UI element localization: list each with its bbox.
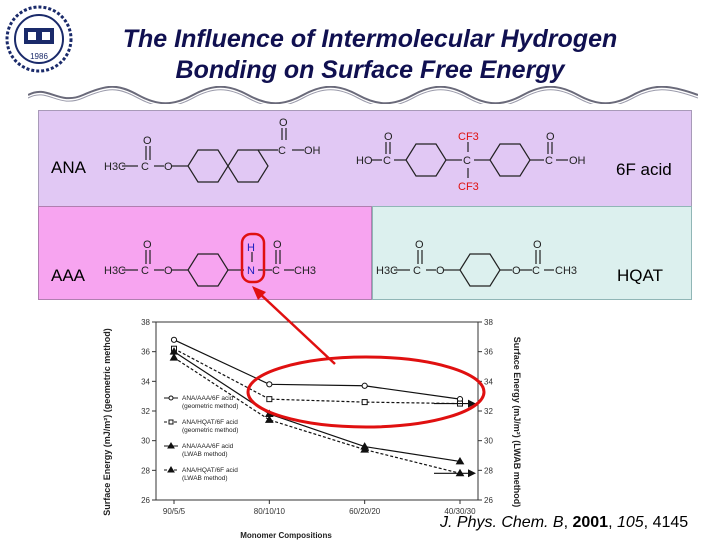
citation-journal: J. Phys. Chem. B (440, 514, 564, 531)
acid-c-left: C (383, 155, 391, 167)
y-axis-label-left: Surface Energy (mJ/m²) (geometric method) (102, 328, 112, 516)
x-tick-label: 80/10/10 (253, 507, 285, 516)
label-ana: ANA (51, 158, 86, 177)
aaa-nitrogen: N (247, 265, 255, 277)
data-point (171, 337, 176, 342)
aaa-hydrogen: H (247, 242, 255, 254)
aaa-c: C (141, 265, 149, 277)
ana-acid-c: C (278, 145, 286, 157)
ana-oh: OH (304, 145, 321, 157)
acid-c-right: C (545, 155, 553, 167)
legend-marker (168, 467, 174, 472)
ana-acid-o: O (279, 117, 288, 129)
acid-center-c: C (463, 155, 471, 167)
legend-label-method: (geometric method) (182, 403, 239, 410)
y-tick-label-left: 28 (141, 466, 150, 476)
label-6f-acid: 6F acid (616, 160, 672, 179)
y-axis-label-right: Surface Energy (mJ/m²) (LWAB method) (512, 336, 522, 508)
chart-legend (164, 395, 238, 482)
ana-atoms (104, 117, 321, 173)
hqat-carbonyl-o2: O (533, 239, 542, 251)
title-line-2: Bonding on Surface Free Energy (175, 56, 565, 84)
hqat-methyl: H3C (376, 265, 399, 277)
y-tick-label-left: 36 (141, 347, 150, 357)
aaa-carbonyl-o: O (143, 239, 152, 251)
hqat-ch3: CH3 (555, 265, 578, 277)
y-tick-label-left: 30 (141, 436, 150, 446)
citation: J. Phys. Chem. B, 2001, 105, 4145 (440, 514, 689, 531)
citation-year: 2001 (572, 514, 609, 531)
hqat-ester-o: O (436, 265, 445, 277)
ana-carbonyl-o: O (143, 135, 152, 147)
hqat-atoms (376, 239, 577, 277)
aaa-ester-o: O (164, 265, 173, 277)
y-tick-label-left: 26 (141, 496, 150, 505)
hqat-c: C (413, 265, 421, 277)
x-tick-label: 40/30/30 (444, 507, 476, 516)
acid-o-left: O (384, 131, 393, 143)
acid-atoms (356, 131, 586, 193)
x-tick-label: 60/20/20 (349, 507, 381, 516)
data-point (266, 416, 273, 422)
end-arrowhead (468, 400, 476, 408)
legend-label: ANA/AAA/6F acid (182, 443, 234, 450)
citation-pages: 4145 (652, 514, 689, 531)
hqat-c2: C (532, 265, 540, 277)
legend-label: ANA/HQAT/6F acid (182, 467, 238, 474)
aaa-amide-c: C (272, 265, 280, 277)
ana-c: C (141, 161, 149, 173)
chemical-structures (38, 110, 690, 300)
ana-methyl: H3C (104, 161, 127, 173)
chart-axes (141, 318, 493, 516)
legend-marker (169, 396, 173, 400)
acid-cf3-bottom: CF3 (458, 181, 479, 193)
citation-volume: 105 (616, 514, 644, 531)
y-tick-label-right: 32 (484, 407, 493, 416)
y-tick-label-left: 34 (141, 377, 150, 387)
acid-cf3-top: CF3 (458, 131, 479, 143)
legend-label-method: (LWAB method) (182, 475, 228, 482)
series-line (174, 340, 460, 399)
x-tick-label: 90/5/5 (162, 507, 186, 516)
end-arrowhead (468, 469, 476, 477)
ana-ester-o: O (164, 161, 173, 173)
aaa-atoms (104, 239, 316, 277)
y-tick-label-right: 28 (484, 466, 493, 476)
y-tick-label-right: 34 (484, 377, 493, 387)
y-tick-label-right: 30 (484, 436, 493, 446)
y-tick-label-right: 38 (484, 318, 493, 327)
acid-ho: HO (356, 155, 373, 167)
y-tick-label-left: 38 (141, 318, 150, 327)
surface-energy-chart (96, 312, 536, 540)
hqat-carbonyl-o: O (415, 239, 424, 251)
legend-label: ANA/AAA/6F acid (182, 395, 234, 402)
label-aaa: AAA (51, 266, 86, 285)
data-point (267, 397, 272, 402)
data-point (362, 400, 367, 405)
x-axis-label: Monomer Compositions (240, 531, 332, 540)
data-point (267, 382, 272, 387)
y-tick-label-right: 36 (484, 347, 493, 357)
data-point (171, 354, 178, 360)
aaa-amide-o: O (273, 239, 282, 251)
aaa-methyl: H3C (104, 265, 127, 277)
y-tick-label-right: 26 (484, 496, 493, 505)
legend-marker (169, 420, 173, 424)
legend-label: ANA/HQAT/6F acid (182, 419, 238, 426)
acid-oh: OH (569, 155, 586, 167)
label-hqat: HQAT (617, 266, 663, 285)
decorative-divider (28, 86, 698, 104)
data-point (362, 383, 367, 388)
legend-label-method: (geometric method) (182, 427, 239, 434)
logo-year: 1986 (30, 52, 48, 61)
y-tick-label-left: 32 (141, 407, 150, 416)
legend-label-method: (LWAB method) (182, 451, 228, 458)
hqat-o2: O (512, 265, 521, 277)
slide-title (60, 24, 680, 86)
title-line-1: The Influence of Intermolecular Hydrogen (122, 25, 618, 53)
aaa-ch3: CH3 (294, 265, 317, 277)
acid-o-right: O (546, 131, 555, 143)
